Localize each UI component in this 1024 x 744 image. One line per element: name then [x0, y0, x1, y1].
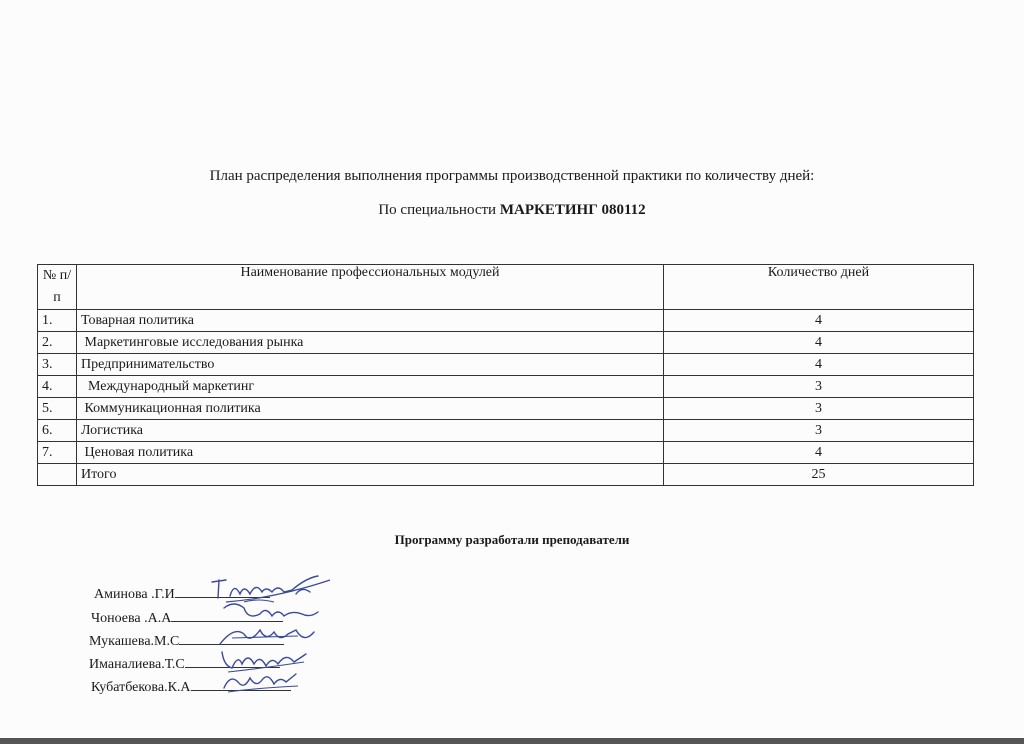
- row-module-name: Маркетинговые исследования рынка: [77, 332, 664, 354]
- total-label: Итого: [77, 464, 664, 486]
- row-days: 3: [664, 398, 974, 420]
- row-num: 5.: [38, 398, 77, 420]
- row-num: 7.: [38, 442, 77, 464]
- table-total-row: [38, 464, 974, 486]
- row-days: 3: [664, 376, 974, 398]
- row-days: 4: [664, 354, 974, 376]
- table-row: [38, 442, 974, 464]
- specialty-name: МАРКЕТИНГ 080112: [499, 202, 646, 218]
- header-days: Количество дней: [664, 265, 974, 310]
- row-days: 4: [664, 442, 974, 464]
- signature-kubatbekova: [218, 666, 308, 698]
- row-num: 4.: [38, 376, 77, 398]
- row-module-name: Коммуникационная политика: [77, 398, 664, 420]
- document-title: План распределения выполнения программы производственной практики по количеству дней:: [209, 168, 815, 184]
- teacher-name: Чоноева .А.А: [91, 611, 172, 626]
- row-num: 1.: [38, 310, 77, 332]
- row-module-name: Логистика: [77, 420, 664, 442]
- teacher-name: Аминова .Г.И: [94, 587, 175, 602]
- header-num: № п/п: [38, 265, 77, 310]
- row-module-name: Ценовая политика: [77, 442, 664, 464]
- row-num: 6.: [38, 420, 77, 442]
- row-num: 2.: [38, 332, 77, 354]
- row-module-name: Товарная политика: [77, 310, 664, 332]
- scan-edge: [0, 738, 1024, 744]
- table-row: [38, 354, 974, 376]
- teacher-name: Иманалиева.Т.С: [89, 657, 185, 672]
- row-module-name: Международный маркетинг: [77, 376, 664, 398]
- table-row: [38, 398, 974, 420]
- teacher-name: Мукашева.М.С: [89, 634, 180, 649]
- header-name: Наименование профессиональных модулей: [77, 265, 664, 310]
- table-header-row: [38, 265, 974, 310]
- row-num: 3.: [38, 354, 77, 376]
- total-days: 25: [664, 464, 974, 486]
- teacher-name: Кубатбекова.К.А: [91, 680, 191, 695]
- row-days: 4: [664, 310, 974, 332]
- row-days: 4: [664, 332, 974, 354]
- table-row: [38, 420, 974, 442]
- row-module-name: Предпринимательство: [77, 354, 664, 376]
- modules-table: [37, 264, 974, 486]
- row-days: 3: [664, 420, 974, 442]
- document-subtitle: [0, 202, 1024, 219]
- table-row: [38, 376, 974, 398]
- table-row: [38, 310, 974, 332]
- subtitle-prefix: По специальности: [378, 202, 500, 218]
- total-num: [38, 464, 77, 486]
- authors-heading: Программу разработали преподаватели: [394, 532, 630, 547]
- table-row: [38, 332, 974, 354]
